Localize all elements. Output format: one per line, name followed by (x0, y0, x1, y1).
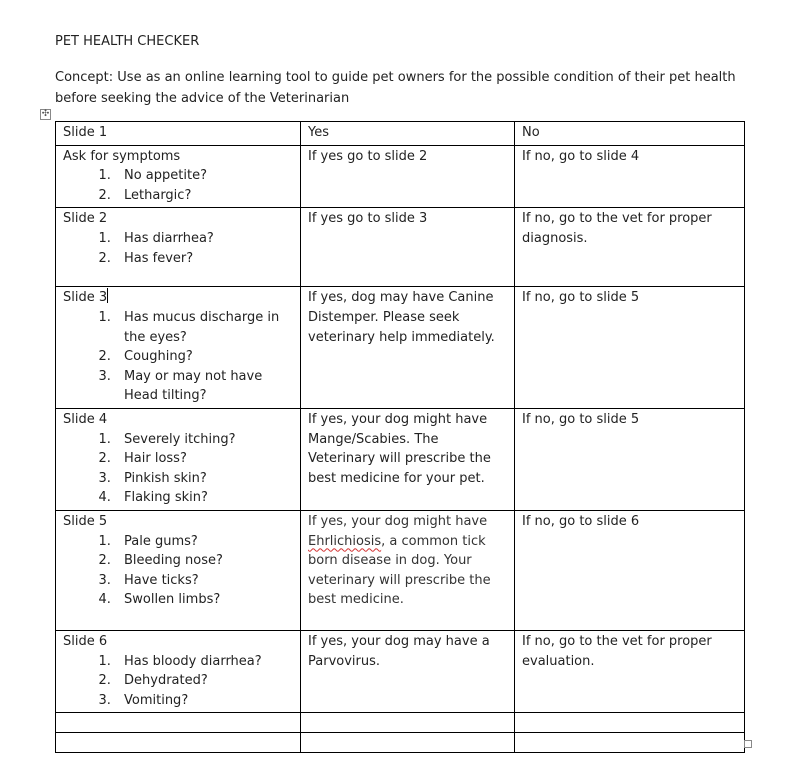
yes-cell[interactable] (301, 510, 515, 630)
header-cell-yes[interactable]: Yes (301, 122, 515, 146)
list-item: 1. Severely itching? (115, 430, 293, 450)
yes-text-suffix: , a common tick born disease in dog. Your veterinary will prescribe the best medicine. (308, 533, 491, 608)
table-move-handle[interactable] (40, 109, 51, 120)
table-row (56, 145, 745, 208)
yes-text-prefix: If yes, your dog might have (308, 513, 488, 529)
document-title: PET HEALTH CHECKER (55, 34, 200, 49)
list-item: 3. Have ticks? (115, 571, 293, 591)
pet-health-table (55, 121, 745, 753)
yes-cell[interactable]: If yes go to slide 3 (301, 208, 515, 287)
question-cell[interactable] (56, 287, 301, 409)
empty-cell[interactable] (515, 713, 745, 733)
yes-cell[interactable]: If yes, your dog might have Mange/Scabies. The Veterinary will prescribe the best medicine for your pet. (301, 408, 515, 510)
yes-cell[interactable]: If yes, your dog may have a Parvovirus. (301, 630, 515, 712)
list-item: 1. Has mucus discharge in the eyes? (115, 308, 293, 347)
row-title (63, 288, 293, 308)
table-resize-handle[interactable] (744, 740, 752, 748)
list-item: 3. Vomiting? (115, 691, 293, 711)
symptom-list (63, 308, 293, 406)
yes-cell[interactable]: If yes, dog may have Canine Distemper. Please seek veterinary help immediately. (301, 287, 515, 409)
empty-cell[interactable] (56, 713, 301, 733)
move-icon: ✣ (41, 109, 50, 119)
list-item: 1. Has diarrhea? (115, 229, 293, 249)
concept-paragraph: Concept: Use as an online learning tool to guide pet owners for the possible condition of their pet health before seeking the advice of the Veterinarian (55, 70, 736, 106)
symptom-list (63, 229, 293, 268)
table-row (56, 208, 745, 287)
row-title: Ask for symptoms (63, 148, 181, 164)
spellcheck-term: Ehrlichiosis (308, 533, 382, 549)
table-row (56, 630, 745, 712)
symptom-list (63, 430, 293, 508)
text-cursor (107, 288, 108, 303)
no-cell[interactable]: If no, go to slide 4 (515, 145, 745, 208)
list-item: 3. May or may not have Head tilting? (115, 367, 293, 406)
list-item: 2. Dehydrated? (115, 671, 293, 691)
empty-cell[interactable] (301, 733, 515, 753)
list-item: 4. Swollen limbs? (115, 590, 293, 610)
empty-cell[interactable] (515, 733, 745, 753)
list-item: 1. Has bloody diarrhea? (115, 652, 293, 672)
table-row (56, 733, 745, 753)
symptom-list (63, 652, 293, 711)
list-item: 1. Pale gums? (115, 532, 293, 552)
no-cell[interactable]: If no, go to slide 5 (515, 408, 745, 510)
list-item: 2. Hair loss? (115, 449, 293, 469)
table-row (56, 713, 745, 733)
list-item: 2. Has fever? (115, 249, 293, 269)
symptom-list (63, 532, 293, 610)
question-cell[interactable] (56, 630, 301, 712)
list-item: 4. Flaking skin? (115, 488, 293, 508)
list-item: 1. No appetite? (115, 166, 293, 186)
list-item: 3. Pinkish skin? (115, 469, 293, 489)
table-row (56, 287, 745, 409)
table-row (56, 408, 745, 510)
symptom-list (63, 166, 293, 205)
no-cell[interactable]: If no, go to slide 5 (515, 287, 745, 409)
question-cell[interactable] (56, 145, 301, 208)
row-title: Slide 5 (63, 513, 108, 529)
row-title: Slide 6 (63, 633, 108, 649)
header-cell-slide[interactable]: Slide 1 (56, 122, 301, 146)
list-item: 2. Bleeding nose? (115, 551, 293, 571)
yes-cell[interactable]: If yes go to slide 2 (301, 145, 515, 208)
table-row (56, 122, 745, 146)
empty-cell[interactable] (301, 713, 515, 733)
empty-cell[interactable] (56, 733, 301, 753)
header-cell-no[interactable]: No (515, 122, 745, 146)
no-cell[interactable]: If no, go to slide 6 (515, 510, 745, 630)
no-cell[interactable]: If no, go to the vet for proper diagnosis. (515, 208, 745, 287)
row-title: Slide 2 (63, 211, 108, 227)
no-cell[interactable]: If no, go to the vet for proper evaluation. (515, 630, 745, 712)
list-item: 2. Lethargic? (115, 186, 293, 206)
row-title: Slide 4 (63, 411, 108, 427)
question-cell[interactable] (56, 510, 301, 630)
question-cell[interactable] (56, 408, 301, 510)
list-item: 2. Coughing? (115, 347, 293, 367)
row-title-text: Slide 3 (63, 290, 108, 306)
table-row (56, 510, 745, 630)
question-cell[interactable] (56, 208, 301, 287)
